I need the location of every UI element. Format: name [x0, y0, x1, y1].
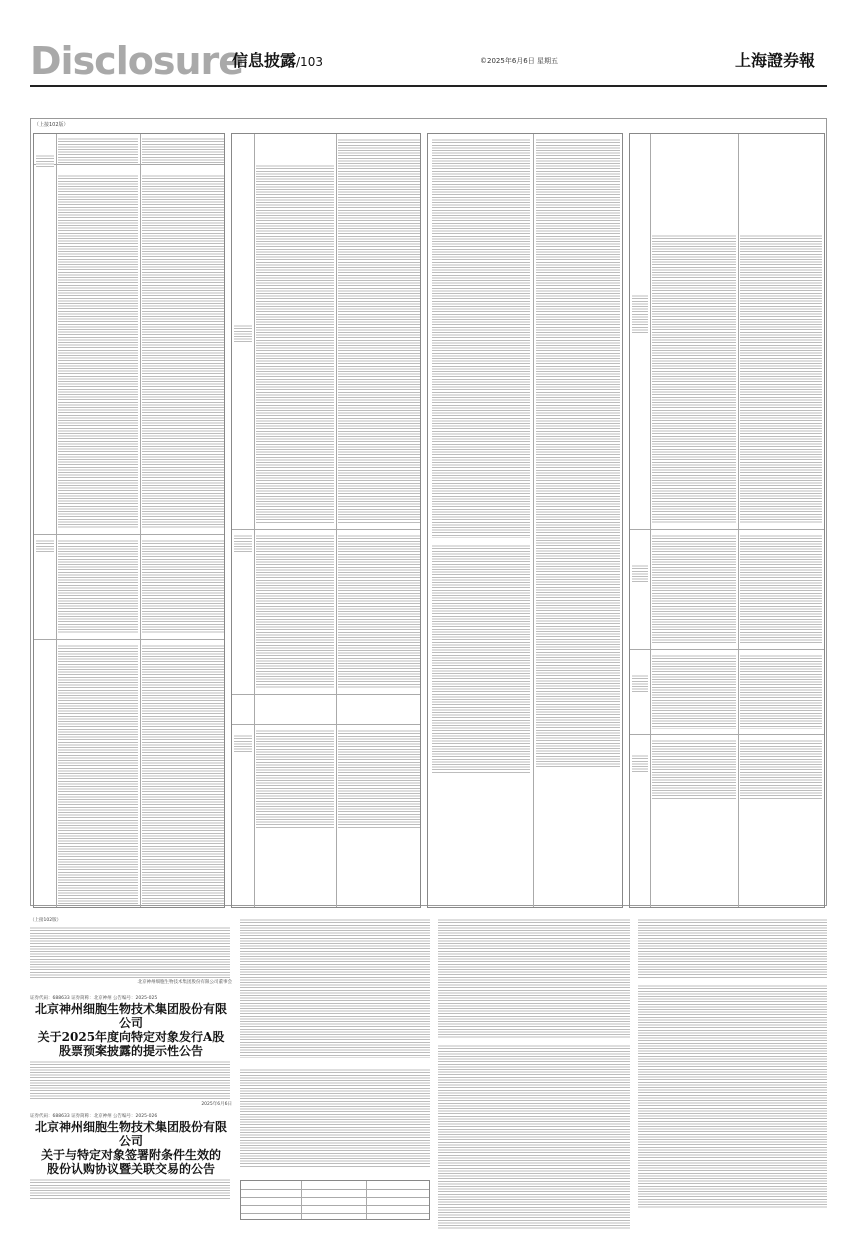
masthead: [30, 38, 827, 84]
notice2-title-line2: 关于与特定对象签署附条件生效的: [40, 1148, 221, 1162]
newspaper-logo: 上海證券報: [735, 51, 816, 70]
top-announcement-block: [30, 118, 827, 906]
body-column-3: [438, 918, 630, 1233]
comparison-table-4: [629, 133, 825, 908]
text-column-1: [33, 133, 225, 908]
notice1-title-line1: 北京神州细胞生物技术集团股份有限公司: [34, 1002, 227, 1030]
text-column-4: [629, 133, 825, 908]
body-column-4: [638, 918, 827, 1233]
notice1-meta: 证券代码：688633 证券简称：北京神州 公告编号：2025-025: [30, 996, 158, 1001]
body-column-2: [240, 918, 430, 1233]
masthead-wordmark: Disclosure: [30, 39, 244, 83]
text-column-2: [231, 133, 421, 908]
notice1-date: 2025年6月6日: [201, 1102, 232, 1107]
page-number: /103: [296, 55, 323, 69]
comparison-table-1: [33, 133, 225, 908]
comparison-table-3: [427, 133, 623, 908]
text-column-3: [427, 133, 623, 908]
masthead-rule: [30, 85, 827, 87]
financial-table: [240, 1180, 430, 1220]
notices-column: [30, 918, 232, 1233]
comparison-table-2: [231, 133, 421, 908]
sign-off: 北京神州细胞生物技术集团股份有限公司董事会: [137, 980, 232, 985]
notice2-title-line3: 股份认购协议暨关联交易的公告: [46, 1162, 215, 1176]
section-name: 信息披露: [232, 51, 297, 70]
notice2-meta: 证券代码：688633 证券简称：北京神州 公告编号：2025-026: [30, 1114, 158, 1119]
notice1-title-line2: 关于2025年度向特定对象发行A股: [37, 1030, 225, 1044]
notice1-title-line3: 股票预案披露的提示性公告: [58, 1044, 203, 1058]
section-title: [232, 48, 323, 71]
notice2-title-line1: 北京神州细胞生物技术集团股份有限公司: [34, 1120, 227, 1148]
bottom-announcement-block: [30, 918, 827, 1233]
continuation-note: （上接102版）: [30, 918, 62, 923]
issue-date: ©2025年6月6日 星期五: [480, 57, 558, 65]
continuation-note: （上接102版）: [34, 122, 69, 128]
